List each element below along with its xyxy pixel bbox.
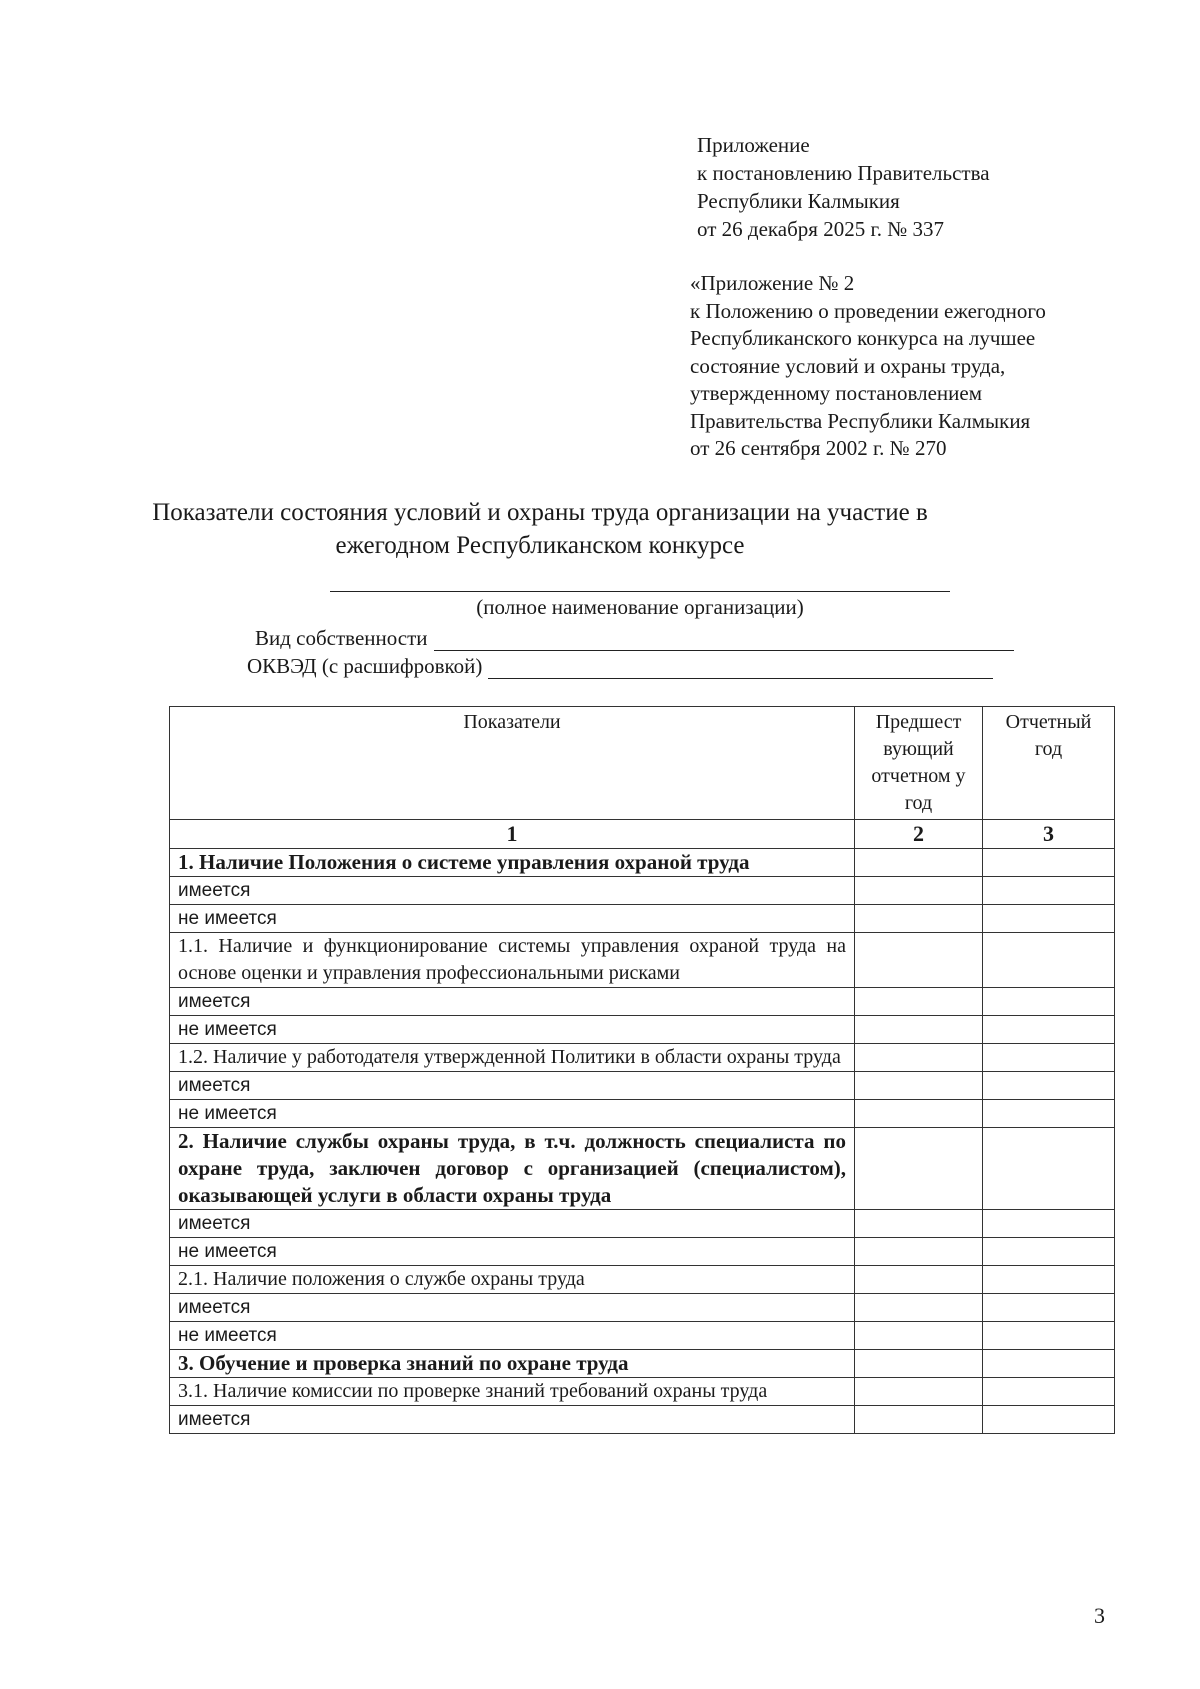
option-cell: имеется [170,1406,855,1434]
appendix-2-block [690,270,1046,463]
previous-year-value-cell[interactable] [855,1378,983,1406]
option-cell: имеется [170,1210,855,1238]
previous-year-value-cell[interactable] [855,1406,983,1434]
column-number-row [170,820,1115,849]
reporting-year-value-cell[interactable] [983,1406,1115,1434]
column-number: 2 [855,820,983,849]
appendix-2-line: состояние условий и охраны труда, [690,353,1006,378]
appendix-2-line: «Приложение № 2 [690,271,855,295]
previous-year-value-cell[interactable] [855,1350,983,1378]
previous-year-value-cell[interactable] [855,1266,983,1294]
okved-field [247,653,993,679]
table-row [170,877,1115,905]
reporting-year-value-cell[interactable] [983,1378,1115,1406]
reporting-year-value-cell[interactable] [983,1266,1115,1294]
table-row [170,1238,1115,1266]
table-row [170,1210,1115,1238]
reporting-year-value-cell[interactable] [983,1100,1115,1128]
organization-name-caption: (полное наименование организации) [476,595,804,619]
table-row [170,1128,1115,1210]
appendix-line: Республики Калмыкия [697,189,900,213]
appendix-2-line: к Положению о проведении ежегодного [690,298,1046,323]
table-row [170,849,1115,877]
previous-year-value-cell[interactable] [855,1294,983,1322]
header-reporting-year: Отчетный год [983,707,1115,820]
previous-year-value-cell[interactable] [855,1072,983,1100]
table-row [170,1072,1115,1100]
page-number: 3 [1094,1603,1105,1628]
reporting-year-value-cell[interactable] [983,877,1115,905]
previous-year-value-cell[interactable] [855,905,983,933]
reporting-year-value-cell[interactable] [983,1238,1115,1266]
option-cell: не имеется [170,905,855,933]
option-cell: имеется [170,1072,855,1100]
reporting-year-value-cell[interactable] [983,1044,1115,1072]
organization-name-blank[interactable] [330,591,950,592]
previous-year-value-cell[interactable] [855,933,983,988]
table-row [170,1322,1115,1350]
indicator-cell: 1.2. Наличие у работодателя утвержденной Политики в области охраны труда [170,1044,855,1072]
document-title [150,496,930,562]
reporting-year-value-cell[interactable] [983,1072,1115,1100]
table-row [170,988,1115,1016]
section-heading-cell: 3. Обучение и проверка знаний по охране труда [170,1350,855,1378]
reporting-year-value-cell[interactable] [983,1016,1115,1044]
option-cell: не имеется [170,1016,855,1044]
ownership-field [255,625,1014,651]
previous-year-value-cell[interactable] [855,1016,983,1044]
table-row [170,1016,1115,1044]
table-row [170,933,1115,988]
table-row [170,1294,1115,1322]
reporting-year-value-cell[interactable] [983,1322,1115,1350]
option-cell: не имеется [170,1238,855,1266]
option-cell: имеется [170,1294,855,1322]
appendix-2-line: Правительства Республики Калмыкия [690,408,1031,433]
appendix-line: к постановлению Правительства [697,161,990,185]
table-row [170,1406,1115,1434]
table-row [170,1044,1115,1072]
column-number: 3 [983,820,1115,849]
reporting-year-value-cell[interactable] [983,905,1115,933]
table-row [170,1100,1115,1128]
previous-year-value-cell[interactable] [855,1044,983,1072]
table-row [170,1378,1115,1406]
option-cell: не имеется [170,1322,855,1350]
indicator-cell: 2.1. Наличие положения о службе охраны труда [170,1266,855,1294]
appendix-line: Приложение [697,133,810,157]
section-heading-cell: 1. Наличие Положения о системе управления охраной труда [170,849,855,877]
reporting-year-value-cell[interactable] [983,933,1115,988]
title-line-2: ежегодном Республиканском конкурсе [335,532,745,559]
header-previous-year: Предшест вующий отчетном у год [855,707,983,820]
indicator-cell: 1.1. Наличие и функционирование системы управления охраной труда на основе оценки и управления профессиональными рисками [170,933,855,988]
option-cell: имеется [170,877,855,905]
indicators-table [169,706,1115,1434]
ownership-blank[interactable] [434,630,1014,651]
previous-year-value-cell[interactable] [855,1128,983,1210]
table-row [170,1266,1115,1294]
table-header-row [170,707,1115,820]
reporting-year-value-cell[interactable] [983,849,1115,877]
reporting-year-value-cell[interactable] [983,1128,1115,1210]
appendix-2-line: от 26 сентября 2002 г. № 270 [690,436,947,460]
table-body [170,849,1115,1434]
okved-label: ОКВЭД (с расшифровкой) [247,654,483,678]
indicator-cell: 3.1. Наличие комиссии по проверке знаний требований охраны труда [170,1378,855,1406]
title-line-1: Показатели состояния условий и охраны труда организации на участие в [152,499,928,526]
previous-year-value-cell[interactable] [855,1238,983,1266]
appendix-block [697,131,990,243]
okved-blank[interactable] [488,658,993,679]
previous-year-value-cell[interactable] [855,849,983,877]
previous-year-value-cell[interactable] [855,1210,983,1238]
appendix-2-line: утвержденному постановлением [690,381,983,405]
previous-year-value-cell[interactable] [855,1100,983,1128]
table-row [170,905,1115,933]
column-number: 1 [170,820,855,849]
table-row [170,1350,1115,1378]
appendix-line: от 26 декабря 2025 г. № 337 [697,217,944,241]
previous-year-value-cell[interactable] [855,877,983,905]
appendix-2-line: Республиканского конкурса на лучшее [690,326,1036,350]
reporting-year-value-cell[interactable] [983,988,1115,1016]
reporting-year-value-cell[interactable] [983,1210,1115,1238]
previous-year-value-cell[interactable] [855,1322,983,1350]
option-cell: имеется [170,988,855,1016]
section-heading-cell: 2. Наличие службы охраны труда, в т.ч. должность специалиста по охране труда, заключен договор с организацией (специалистом), оказывающей услуги в области охраны труда [170,1128,855,1210]
previous-year-value-cell[interactable] [855,988,983,1016]
reporting-year-value-cell[interactable] [983,1294,1115,1322]
option-cell: не имеется [170,1100,855,1128]
ownership-label: Вид собственности [255,626,428,650]
header-indicators: Показатели [170,707,855,820]
reporting-year-value-cell[interactable] [983,1350,1115,1378]
